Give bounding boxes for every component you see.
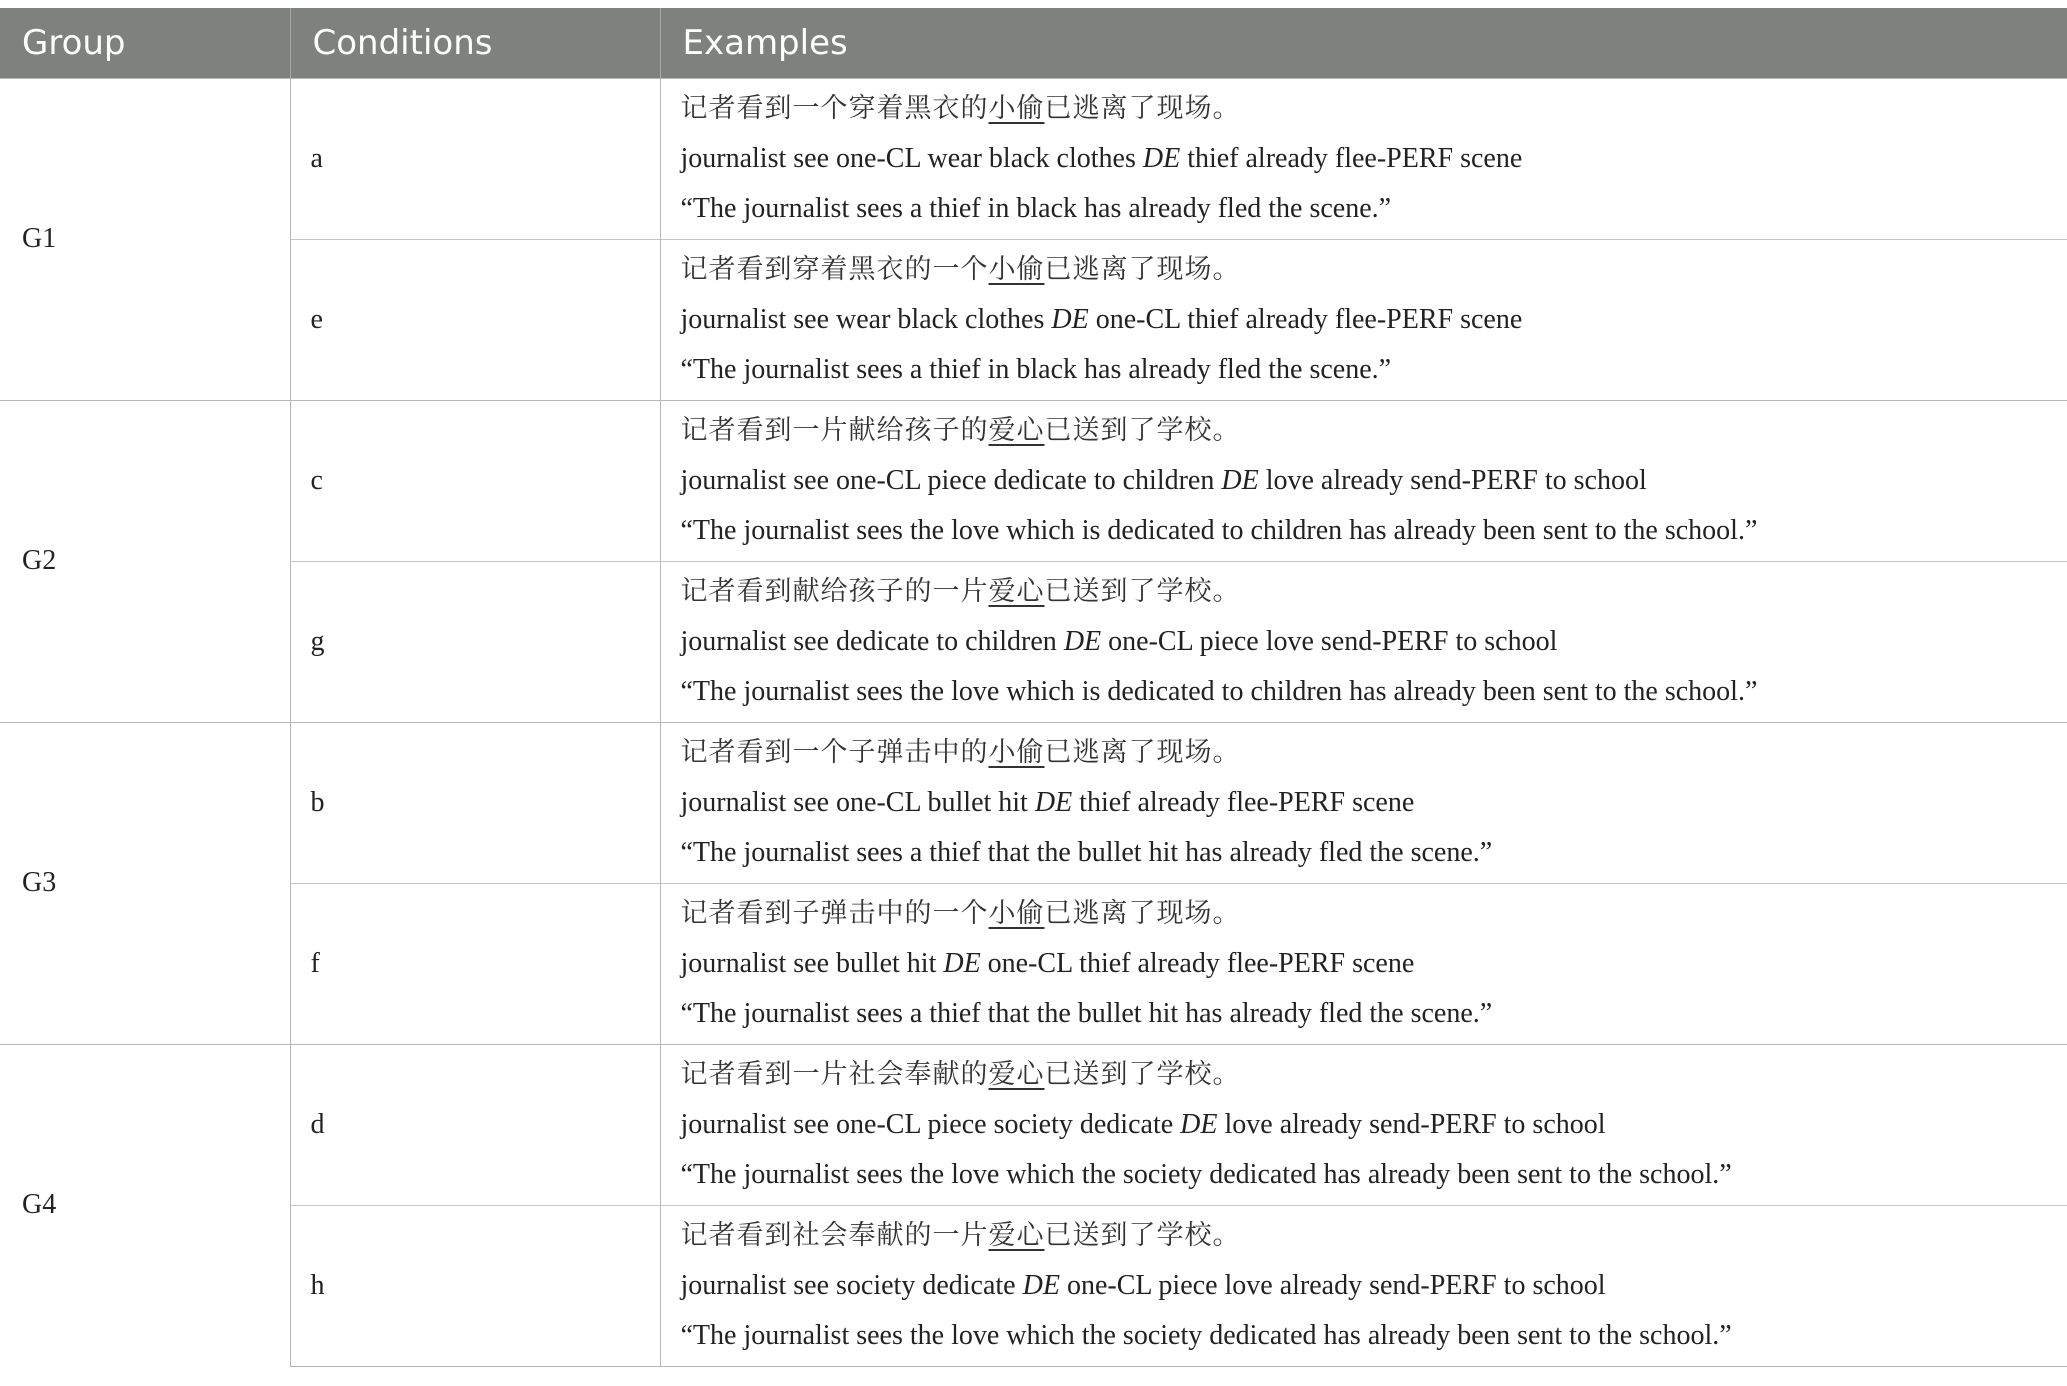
translation-line: “The journalist sees a thief that the bullet hit has already fled the scene.”: [680, 997, 1493, 1029]
example-cell: [660, 400, 2067, 561]
target-noun: 小偷: [988, 736, 1045, 768]
gloss-prefix: journalist see wear black clothes: [680, 303, 1052, 335]
gloss-de: DE: [1221, 464, 1259, 496]
chinese-sentence: [681, 1211, 2067, 1261]
chinese-prefix: 记者看到社会奉献的一片: [680, 1219, 989, 1251]
gloss-de: DE: [1034, 786, 1073, 818]
condition-label: e: [290, 239, 660, 400]
condition-label: f: [290, 883, 660, 1044]
translation-line: “The journalist sees the love which is dedicated to children has already been sent to the school.”: [680, 675, 1758, 707]
translation-line: “The journalist sees a thief that the bullet hit has already fled the scene.”: [680, 836, 1493, 868]
gloss-suffix: love already send-PERF to school: [1258, 464, 1647, 496]
chinese-prefix: 记者看到子弹击中的一个: [680, 897, 989, 929]
table-row: [0, 1205, 2067, 1366]
translation-line: “The journalist sees a thief in black has already fled the scene.”: [680, 192, 1392, 224]
target-noun: 小偷: [988, 253, 1045, 285]
chinese-suffix: 已逃离了现场。: [1044, 897, 1241, 929]
example-cell: [660, 561, 2067, 722]
target-noun: 爱心: [988, 414, 1045, 446]
gloss-de: DE: [1063, 625, 1102, 657]
table-row: [0, 78, 2067, 239]
chinese-sentence: [681, 728, 2067, 778]
target-noun: 爱心: [988, 1219, 1045, 1251]
gloss-de: DE: [1022, 1269, 1060, 1301]
condition-label: d: [290, 1044, 660, 1205]
chinese-sentence: [681, 889, 2067, 939]
translation-line: “The journalist sees the love which is dedicated to children has already been sent to the school.”: [680, 514, 1758, 546]
chinese-suffix: 已逃离了现场。: [1044, 736, 1241, 768]
target-noun: 爱心: [988, 1058, 1045, 1090]
header-group: Group: [0, 8, 290, 78]
gloss-line: [681, 778, 2067, 828]
chinese-prefix: 记者看到一片献给孩子的: [680, 414, 989, 446]
translation-line: “The journalist sees the love which the society dedicated has already been sent to the school.”: [680, 1319, 1732, 1351]
translation-line: “The journalist sees the love which the society dedicated has already been sent to the school.”: [680, 1158, 1732, 1190]
table-row: [0, 561, 2067, 722]
group-label: G2: [0, 400, 290, 722]
table-body: [0, 78, 2067, 1366]
condition-label: h: [290, 1205, 660, 1366]
gloss-line: [681, 1261, 2067, 1311]
chinese-suffix: 已逃离了现场。: [1044, 92, 1241, 124]
table-row: [0, 400, 2067, 561]
gloss-suffix: one-CL thief already flee-PERF scene: [980, 947, 1415, 979]
chinese-prefix: 记者看到一个穿着黑衣的: [680, 92, 989, 124]
chinese-sentence: [681, 245, 2067, 295]
group-label: G4: [0, 1044, 290, 1366]
chinese-sentence: [681, 567, 2067, 617]
example-cell: [660, 883, 2067, 1044]
chinese-suffix: 已送到了学校。: [1044, 414, 1241, 446]
translation-line: “The journalist sees a thief in black has already fled the scene.”: [680, 353, 1392, 385]
condition-label: a: [290, 78, 660, 239]
condition-label: g: [290, 561, 660, 722]
gloss-suffix: thief already flee-PERF scene: [1180, 142, 1523, 174]
gloss-suffix: one-CL piece love send-PERF to school: [1101, 625, 1558, 657]
gloss-de: DE: [943, 947, 981, 979]
chinese-prefix: 记者看到献给孩子的一片: [680, 575, 989, 607]
target-noun: 小偷: [988, 92, 1045, 124]
header-examples: Examples: [660, 8, 2067, 78]
table-row: [0, 1044, 2067, 1205]
gloss-de: DE: [1180, 1108, 1218, 1140]
gloss-prefix: journalist see one-CL bullet hit: [680, 786, 1035, 818]
gloss-prefix: journalist see one-CL piece society dedicate: [680, 1108, 1181, 1140]
target-noun: 小偷: [988, 897, 1045, 929]
example-cell: [660, 239, 2067, 400]
table-row: [0, 239, 2067, 400]
example-cell: [660, 78, 2067, 239]
example-cell: [660, 1044, 2067, 1205]
gloss-suffix: one-CL piece love already send-PERF to school: [1059, 1269, 1606, 1301]
chinese-suffix: 已送到了学校。: [1044, 575, 1241, 607]
gloss-line: [681, 1100, 2067, 1150]
chinese-prefix: 记者看到穿着黑衣的一个: [680, 253, 989, 285]
chinese-suffix: 已送到了学校。: [1044, 1058, 1241, 1090]
condition-label: b: [290, 722, 660, 883]
target-noun: 爱心: [988, 575, 1045, 607]
group-label: G1: [0, 78, 290, 400]
gloss-de: DE: [1142, 142, 1181, 174]
chinese-suffix: 已送到了学校。: [1044, 1219, 1241, 1251]
group-label: G3: [0, 722, 290, 1044]
gloss-line: [681, 939, 2067, 989]
gloss-prefix: journalist see society dedicate: [680, 1269, 1023, 1301]
gloss-suffix: thief already flee-PERF scene: [1072, 786, 1415, 818]
gloss-line: [681, 456, 2067, 506]
table-row: [0, 722, 2067, 883]
gloss-prefix: journalist see dedicate to children: [680, 625, 1064, 657]
table-header: [0, 8, 2067, 78]
examples-table: [0, 8, 2067, 1367]
chinese-suffix: 已逃离了现场。: [1044, 253, 1241, 285]
gloss-line: [681, 134, 2067, 184]
gloss-prefix: journalist see one-CL piece dedicate to children: [680, 464, 1222, 496]
chinese-prefix: 记者看到一个子弹击中的: [680, 736, 989, 768]
gloss-prefix: journalist see bullet hit: [680, 947, 944, 979]
gloss-line: [681, 295, 2067, 345]
chinese-prefix: 记者看到一片社会奉献的: [680, 1058, 989, 1090]
header-conditions: Conditions: [290, 8, 660, 78]
gloss-prefix: journalist see one-CL wear black clothes: [680, 142, 1143, 174]
example-cell: [660, 722, 2067, 883]
chinese-sentence: [681, 406, 2067, 456]
chinese-sentence: [681, 1050, 2067, 1100]
gloss-line: [681, 617, 2067, 667]
header-row: [0, 8, 2067, 78]
gloss-suffix: one-CL thief already flee-PERF scene: [1088, 303, 1523, 335]
table-row: [0, 883, 2067, 1044]
chinese-sentence: [681, 84, 2067, 134]
condition-label: c: [290, 400, 660, 561]
example-cell: [660, 1205, 2067, 1366]
gloss-suffix: love already send-PERF to school: [1217, 1108, 1606, 1140]
gloss-de: DE: [1051, 303, 1089, 335]
